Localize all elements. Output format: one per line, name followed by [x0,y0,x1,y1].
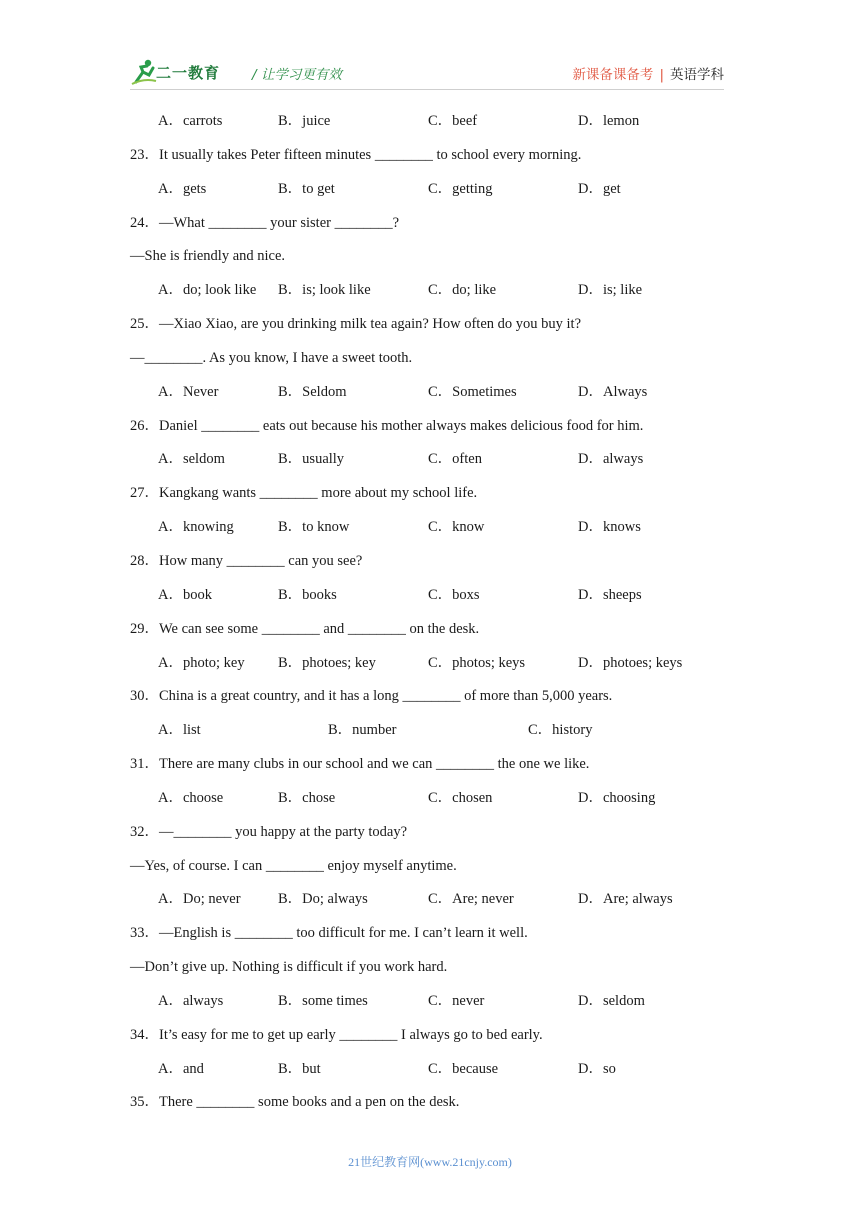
question-text: 23．It usually takes Peter fifteen minutes ________ to school every morning. [130,146,582,163]
option-b: B．usually [278,451,345,468]
question-text: —________. As you know, I have a sweet tooth. [130,349,413,366]
option-b: B．books [278,586,337,603]
answer-options [130,652,730,686]
option-a: A．book [158,586,212,603]
option-a: A．do; look like [158,282,257,299]
option-c: C．getting [428,180,493,197]
option-d: D．sheeps [578,586,642,603]
option-c: C．photos; keys [428,654,526,671]
question-line [130,550,730,584]
question-line [130,1091,730,1125]
option-a: A．knowing [158,519,234,536]
option-b: B．to get [278,180,335,197]
answer-options [130,110,730,144]
answer-options [130,990,730,1024]
question-line [130,245,730,279]
question-line [130,753,730,787]
question-line [130,618,730,652]
option-b: B．chose [278,789,336,806]
question-text: 29．We can see some ________ and ________ on the desk. [130,620,480,637]
option-c: C．Are; never [428,891,514,908]
answer-options [130,178,730,212]
question-line [130,313,730,347]
header-rule [130,89,724,90]
answer-options [130,888,730,922]
answer-options [130,279,730,313]
option-a: A．list [158,722,201,739]
option-a: A．carrots [158,113,223,129]
option-c: C．often [428,451,482,468]
option-a: A．always [158,992,224,1009]
option-a: A．gets [158,180,207,197]
question-line [130,922,730,956]
option-b: B．is; look like [278,282,371,299]
option-b: B．Seldom [278,383,347,400]
question-text: —Yes, of course. I can ________ enjoy myself anytime. [130,857,457,874]
question-text: 31．There are many clubs in our school and we can ________ the one we like. [130,756,590,773]
option-c: C．boxs [428,586,480,603]
question-text: 24．—What ________ your sister ________? [130,214,400,231]
option-b: B．photoes; key [278,654,376,671]
option-c: C．know [428,519,485,536]
answer-options [130,1058,730,1092]
answer-options [130,381,730,415]
option-b: B．juice [278,113,331,129]
header-tagline: 新课备课备考 [572,67,654,83]
runner-icon [130,56,158,88]
page-footer: 21世纪教育网(www.21cnjy.com) [348,1155,512,1169]
option-d: D．always [578,451,644,468]
option-a: A．and [158,1060,204,1077]
answer-options [130,448,730,482]
page-header [130,56,724,90]
header-right [572,63,724,83]
question-line [130,415,730,449]
question-line [130,956,730,990]
question-text: 32．—________ you happy at the party today? [130,823,408,840]
option-d: D．Always [578,383,648,400]
question-line [130,212,730,246]
option-a: A．seldom [158,451,225,468]
option-a: A．Do; never [158,891,241,908]
question-text: —She is friendly and nice. [130,248,286,265]
option-d: D．lemon [578,113,640,129]
question-line [130,347,730,381]
question-text: 30．China is a great country, and it has a long ________ of more than 5,000 years. [130,688,613,705]
option-c: C．chosen [428,789,493,806]
option-d: D．knows [578,519,641,536]
question-text: 34．It’s easy for me to get up early ________ I always go to bed early. [130,1026,543,1043]
question-text: 27．Kangkang wants ________ more about my school life. [130,485,478,502]
option-d: D．get [578,180,621,197]
answer-options [130,584,730,618]
slogan: / 让学习更有效 [252,67,342,83]
question-text: 33．—English is ________ too difficult for me. I can’t learn it well. [130,925,528,942]
question-text: 28．How many ________ can you see? [130,552,363,569]
question-line [130,482,730,516]
brand-logo [130,56,240,88]
answer-options [130,719,730,753]
option-c: C．Sometimes [428,383,517,400]
header-separator: | [659,67,664,83]
option-d: D．seldom [578,992,645,1009]
option-c: C．do; like [428,282,497,299]
option-d: D．Are; always [578,891,673,908]
answer-options [130,516,730,550]
option-c: C．beef [428,113,478,129]
option-a: A．photo; key [158,654,245,671]
option-d: D．is; like [578,282,643,299]
option-d: D．photoes; keys [578,654,683,671]
option-b: B．but [278,1060,321,1077]
question-line [130,144,730,178]
option-b: B．to know [278,519,350,536]
option-d: D．choosing [578,789,656,806]
logo-text: 二一教育 [156,64,221,82]
question-line [130,1024,730,1058]
option-a: A．choose [158,789,224,806]
question-text: —Don’t give up. Nothing is difficult if you work hard. [130,959,448,976]
question-text: 35．There ________ some books and a pen on the desk. [130,1094,460,1111]
option-c: C．because [428,1060,499,1077]
option-b: B．number [328,722,397,739]
option-a: A．Never [158,383,219,400]
option-c: C．never [428,992,485,1009]
option-b: B．Do; always [278,891,368,908]
question-line [130,855,730,889]
question-line [130,821,730,855]
question-list [130,110,730,1125]
option-d: D．so [578,1060,616,1077]
option-b: B．some times [278,992,368,1009]
question-text: 26．Daniel ________ eats out because his mother always makes delicious food for him. [130,417,644,434]
question-text: 25．—Xiao Xiao, are you drinking milk tea again? How often do you buy it? [130,316,582,333]
question-line [130,685,730,719]
header-subject: 英语学科 [670,67,724,83]
option-c: C．history [528,722,593,739]
answer-options [130,787,730,821]
